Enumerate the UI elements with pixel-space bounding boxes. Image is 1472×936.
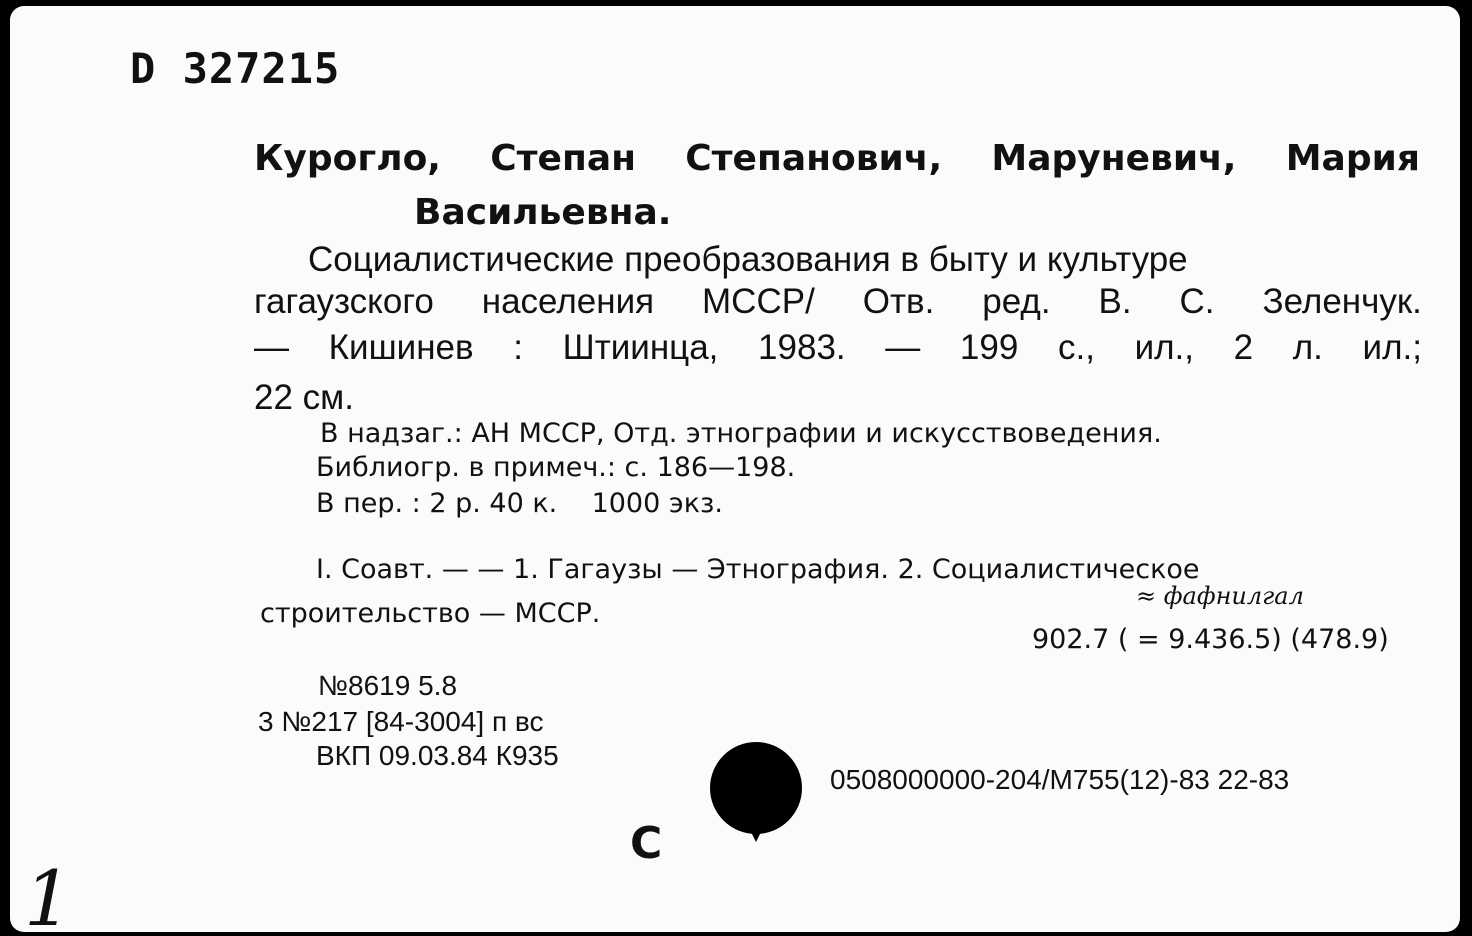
- word: 199: [959, 328, 1019, 367]
- size-line: 22 см.: [254, 378, 354, 417]
- word: Отв.: [862, 282, 935, 321]
- word: с.,: [1057, 328, 1095, 367]
- isbn-code: 0508000000-204/М755(12)-83 22-83: [830, 764, 1290, 795]
- catalog-card: [10, 6, 1460, 932]
- handwritten-number: 1: [24, 854, 73, 932]
- word: гагаузского: [254, 282, 434, 321]
- ink-blot: [710, 742, 802, 834]
- author-word: Курогло,: [254, 138, 441, 179]
- letter-mark: С: [630, 818, 663, 869]
- order-line-3: ВКП 09.03.84 К935: [316, 740, 559, 771]
- note-line: Библиогр. в примеч.: с. 186—198.: [316, 452, 796, 483]
- word: В.: [1098, 282, 1132, 321]
- word: :: [513, 328, 523, 367]
- word: С.: [1179, 282, 1215, 321]
- word: Кишинев: [328, 328, 474, 367]
- author-word: Маруневич,: [991, 138, 1237, 179]
- word: Штиинца,: [562, 328, 719, 367]
- tracings-line-1: I. Соавт. — — 1. Гагаузы — Этнография. 2. Социалистическое: [316, 554, 1200, 585]
- imprint-line: [254, 328, 1422, 368]
- note-line: В надзаг.: АН МССР, Отд. этнографии и искусствоведения.: [320, 418, 1162, 449]
- author-word: Степанович,: [685, 138, 943, 179]
- word: 1983.: [758, 328, 846, 367]
- word: ил.;: [1362, 328, 1422, 367]
- author-word: Мария: [1285, 138, 1420, 179]
- word: 2: [1233, 328, 1254, 367]
- title-line-2: [254, 282, 1422, 322]
- author-line: [254, 138, 1420, 179]
- title-line-1: Социалистические преобразования в быту и культуре: [308, 240, 1188, 279]
- word: —: [885, 328, 921, 367]
- order-line-1: №8619 5.8: [318, 670, 458, 701]
- price-line: В пер. : 2 р. 40 к. 1000 экз.: [316, 488, 723, 519]
- order-line-2: 3 №217 [84-3004] п вс: [258, 706, 544, 737]
- word: ред.: [982, 282, 1051, 321]
- catalog-number: D 327215: [130, 44, 341, 93]
- handwritten-note: ≈ фафнилгал: [1136, 582, 1304, 610]
- word: —: [254, 328, 289, 367]
- word: л.: [1292, 328, 1323, 367]
- word: населения: [481, 282, 655, 321]
- word: ил.,: [1134, 328, 1194, 367]
- ink-blot-tail: [748, 826, 764, 842]
- author-word: Степан: [490, 138, 636, 179]
- tracings-line-2: строительство — МССР.: [260, 598, 601, 629]
- author-continuation: Васильевна.: [414, 192, 672, 233]
- word: Зеленчук.: [1262, 282, 1422, 321]
- classification-index: 902.7 ( = 9.436.5) (478.9): [1032, 624, 1389, 655]
- word: МССР/: [702, 282, 815, 321]
